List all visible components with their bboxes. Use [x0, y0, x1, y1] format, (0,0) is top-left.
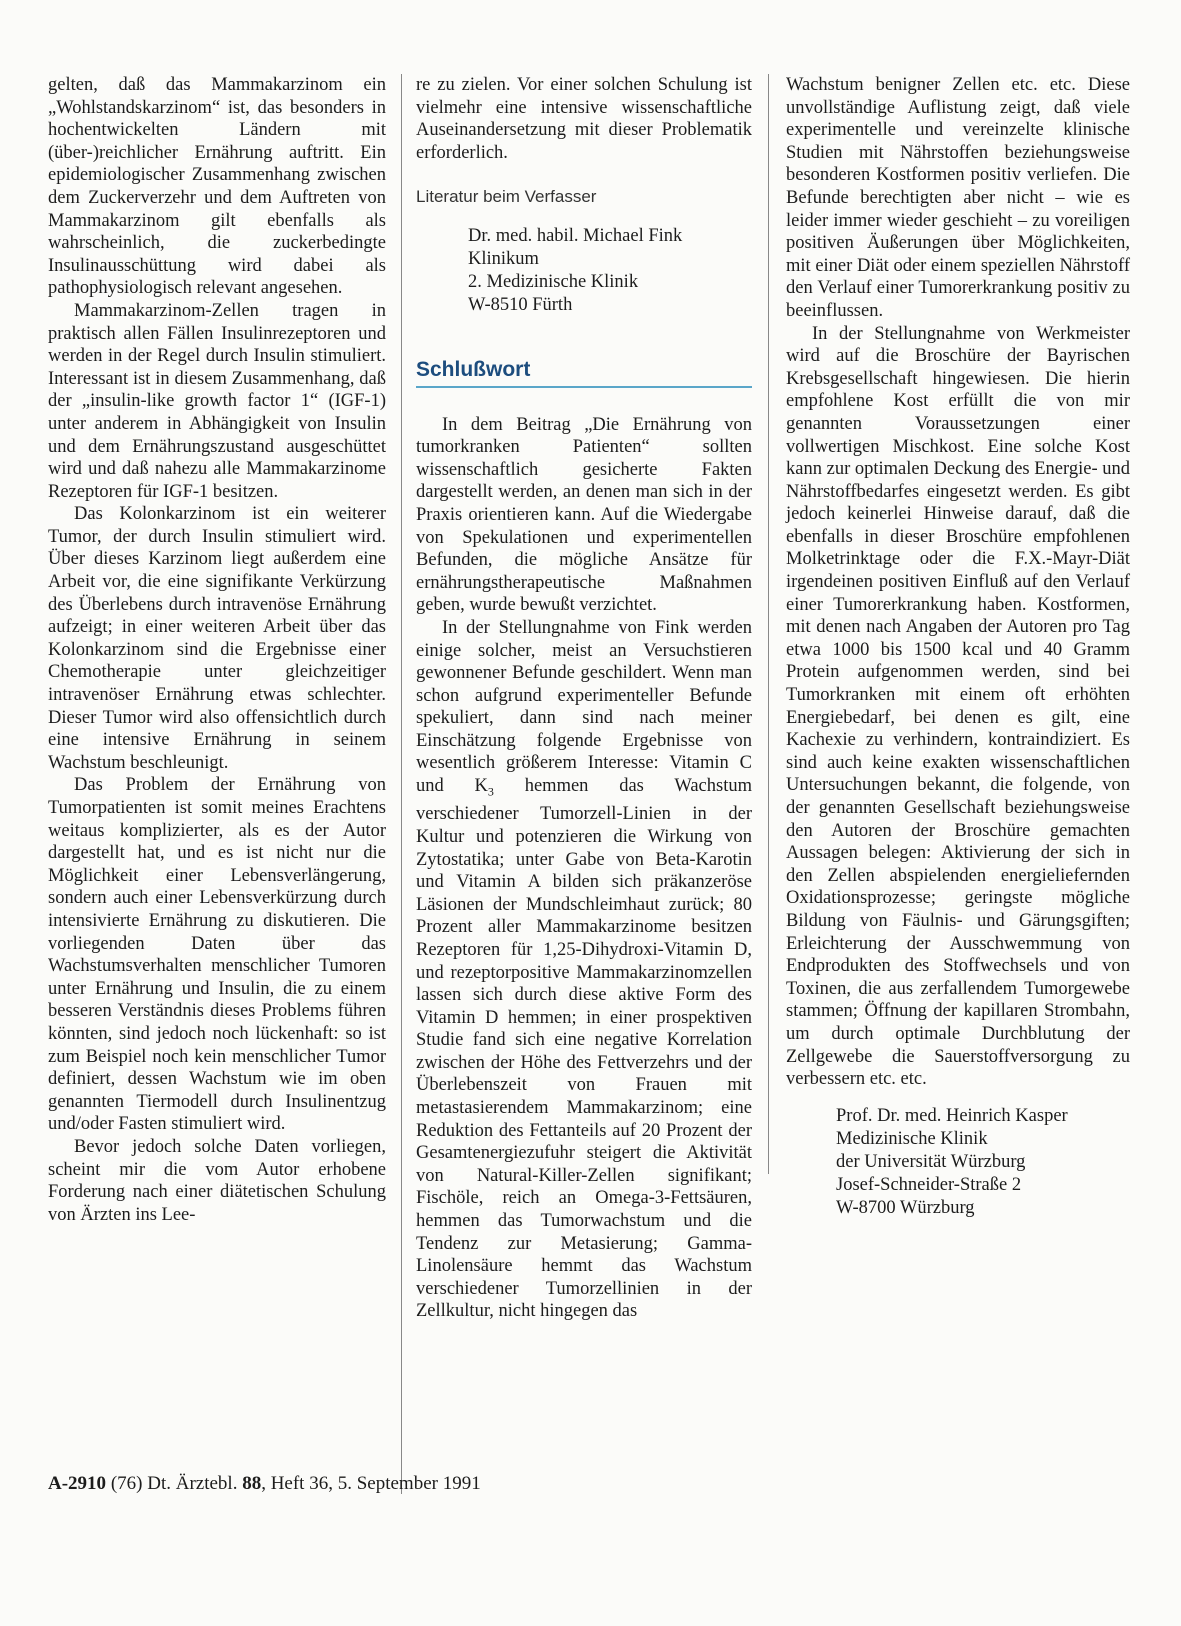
page-code: A-2910: [48, 1473, 107, 1494]
paragraph: Mammakarzinom-Zellen tragen in praktisch allen Fällen Insulinrezeptoren und werden in der Regel durch Insulin stimuliert. Interessant ist in diesem Zusammenhang, daß der „insulin-like growth factor 1“ (IGF-1) unter anderem in Abhängigkeit von Insulin und dem Ernährungszustand ausgeschüttet wird und daß nahezu alle Mammakarzinome Rezeptoren für IGF-1 besitzen.: [48, 300, 386, 502]
paragraph: [416, 617, 752, 1323]
text-segment: hemmen das Wachstum verschiedener Tumorzell-Linien in der Kultur und potenzieren die Wirkung von Zytostatika; unter Gabe von Beta-Karotin und Vitamin A bilden sich präkanzeröse Läsionen der Mundschleimhaut zurück; 80 Prozent aller Mammakarzinome besitzen Rezeptoren für 1,25-Dihydroxi-Vitamin D, und rezeptorpositive Mammakarzinomzellen lassen sich durch diese aktive Form des Vitamin D hemmen; in einer prospektiven Studie fand sich eine negative Korrelation zwischen der Höhe des Fettverzehrs und der Überlebenszeit von Frauen mit metastasierendem Mammakarzinom; eine Reduktion des Fettanteils auf 20 Prozent der Gesamtenergiezufuhr steigert die Aktivität von Natural-Killer-Zellen signifikant; Fischöle, reich an Omega-3-Fettsäuren, hemmen das Tumorwachstum und die Tendenz zur Metasierung; Gamma-Linolensäure hemmt das Wachstum verschiedener Tumorzellinien in der Zellkultur, nicht hingegen das: [416, 776, 752, 1322]
journal-name: Dt. Ärztebl.: [147, 1473, 238, 1494]
literature-note: Literatur beim Verfasser: [416, 187, 597, 207]
author-signature-kasper: [836, 1105, 1130, 1220]
signature-line: Klinikum: [468, 248, 539, 269]
subscript: 3: [487, 784, 494, 799]
signature-line: W-8510 Fürth: [468, 294, 573, 315]
paragraph: In dem Beitrag „Die Ernährung von tumorkranken Patienten“ sollten wissenschaftlich gesicherte Fakten dargestellt werden, an denen man sich in der Praxis orientieren kann. Auf die Wiedergabe von Spekulationen und experimentellen Befunden, die mögliche Ansätze für ernährungstherapeutische Maßnahmen geben, wurde bewußt verzichtet.: [416, 414, 752, 616]
page-footer: [48, 1473, 481, 1495]
volume-number: 88: [242, 1473, 262, 1494]
signature-line: der Universität Würzburg: [836, 1151, 1026, 1172]
issue-date: , Heft 36, 5. September 1991: [261, 1473, 481, 1494]
column-3: [786, 74, 1130, 1220]
paragraph: Wachstum benigner Zellen etc. etc. Diese unvollständige Auflistung zeigt, daß viele experimentelle und vereinzelte klinische Studien mit Nährstoffen beziehungsweise besonderen Kostformen positiv verliefen. Die Befunde berechtigten aber nicht – wie es leider immer wieder geschieht – zu voreiligen positiven Äußerungen über Möglichkeiten, mit einer Diät oder einem speziellen Nährstoff den Verlauf einer Tumorerkrankung positiv zu beeinflussen.: [786, 75, 1130, 321]
signature-line: 2. Medizinische Klinik: [468, 271, 639, 292]
column-1: [48, 74, 386, 1226]
signature-line: W-8700 Würzburg: [836, 1197, 975, 1218]
paragraph: Das Problem der Ernährung von Tumorpatienten ist somit meines Erachtens weitaus komplizierter, als es der Autor dargestellt hat, und es ist nicht nur die Möglichkeit einer Lebensverlängerung, sondern auch einer Lebensverkürzung durch intensivierte Ernährung zu diskutieren. Die vorliegenden Daten über das Wachstumsverhalten menschlicher Tumoren unter Ernährung und Insulin, die zu einem besseren Verständnis dieses Problems führen könnten, sind jedoch noch lückenhaft: so ist zum Beispiel noch kein menschlicher Tumor definiert, dessen Wachstum wie im oben genannten Tiermodell durch Insulinentzug und/oder Fasten stimuliert wird.: [48, 775, 386, 1135]
paragraph: re zu zielen. Vor einer solchen Schulung ist vielmehr eine intensive wissenschaftliche Auseinandersetzung mit dieser Problematik erforderlich.: [416, 75, 752, 163]
paragraph: Das Kolonkarzinom ist ein weiterer Tumor, der durch Insulin stimuliert wird. Über dieses Karzinom liegt außerdem eine Arbeit vor, die eine signifikante Verkürzung des Überlebens durch intravenöse Ernährung aufzeigt; in einer weiteren Arbeit über das Kolonkarzinom sind die Ergebnisse einer Chemotherapie unter gleichzeitiger intravenöser Ernährung etwas schlechter. Dieser Tumor wird also offensichtlich durch eine intensive Ernährung in seinem Wachstum beschleunigt.: [48, 504, 386, 773]
signature-line: Prof. Dr. med. Heinrich Kasper: [836, 1105, 1068, 1126]
section-heading: Schlußwort: [416, 359, 752, 388]
text-segment: In der Stellungnahme von Fink werden einige solcher, meist an Versuchstieren gewonnener Befunde geschildert. Wenn man schon aufgrund experimenteller Befunde spekuliert, dann sind nach meiner Einschätzung folgende Ergebnisse von wesentlich größerem Interesse: Vitamin C und K: [416, 617, 752, 797]
paragraph: Bevor jedoch solche Daten vorliegen, scheint mir die vom Autor erhobene Forderung nach einer diätetischen Schulung von Ärzten ins Lee-: [48, 1136, 386, 1225]
page-number: (76): [110, 1473, 143, 1494]
column-divider-1: [401, 74, 402, 1494]
column-2: [416, 74, 752, 1323]
author-signature-fink: [468, 225, 752, 317]
paragraph: In der Stellungnahme von Werkmeister wird auf die Broschüre der Bayrischen Krebsgesellschaft hingewiesen. Die hierin empfohlene Kost erfüllt die von mir genannten Voraussetzungen einer vollwertigen Mischkost. Eine solche Kost kann zur optimalen Deckung des Energie- und Nährstoffbedarfes eingesetzt werden. Es gibt jedoch keinerlei Hinweise darauf, daß die ebenfalls in dieser Broschüre empfohlenen Molketrinktage oder die F.X.-Mayr-Diät irgendeinen positiven Einfluß auf den Verlauf einer Tumorerkrankung haben. Kostformen, mit denen nach Angaben der Autoren pro Tag etwa 1000 bis 1500 kcal und 40 Gramm Protein aufgenommen werden, sind bei Tumorkranken mit einem oft erhöhten Energiebedarf, bei denen es gilt, eine Kachexie zu verhindern, kontraindiziert. Es sind auch keine exakten wissenschaftlichen Untersuchungen bekannt, die folgende, von der genannten Gesellschaft beziehungsweise den Autoren der Broschüre gemachten Aussagen belegen: Aktivierung der sich in den Zellen abspielenden energieliefernden Oxidationsprozesse; geringste mögliche Bildung von Fäulnis- und Gärungsgiften; Erleichterung der Ausschwemmung von Endprodukten des Stoffwechsels und von Toxinen, die aus zerfallendem Tumorgewebe stammen; Öffnung der kapillaren Strombahn, um durch optimale Durchblutung der Zellgewebe die Sauerstoffversorgung zu verbessern etc. etc.: [786, 323, 1130, 1090]
signature-line: Medizinische Klinik: [836, 1128, 988, 1149]
column-divider-2: [768, 74, 769, 1174]
signature-line: Dr. med. habil. Michael Fink: [468, 225, 683, 246]
signature-line: Josef-Schneider-Straße 2: [836, 1174, 1022, 1195]
paragraph: gelten, daß das Mammakarzinom ein „Wohlstandskarzinom“ ist, das besonders in hochentwickelten Ländern mit (über-)reichlicher Ernährung auftritt. Ein epidemiologischer Zusammenhang zwischen dem Zuckerverzehr und dem Auftreten von Mammakarzinom gilt ebenfalls als wahrscheinlich, die zuckerbedingte Insulinausschüttung wird dabei als pathophysiologisch relevant angesehen.: [48, 75, 386, 299]
